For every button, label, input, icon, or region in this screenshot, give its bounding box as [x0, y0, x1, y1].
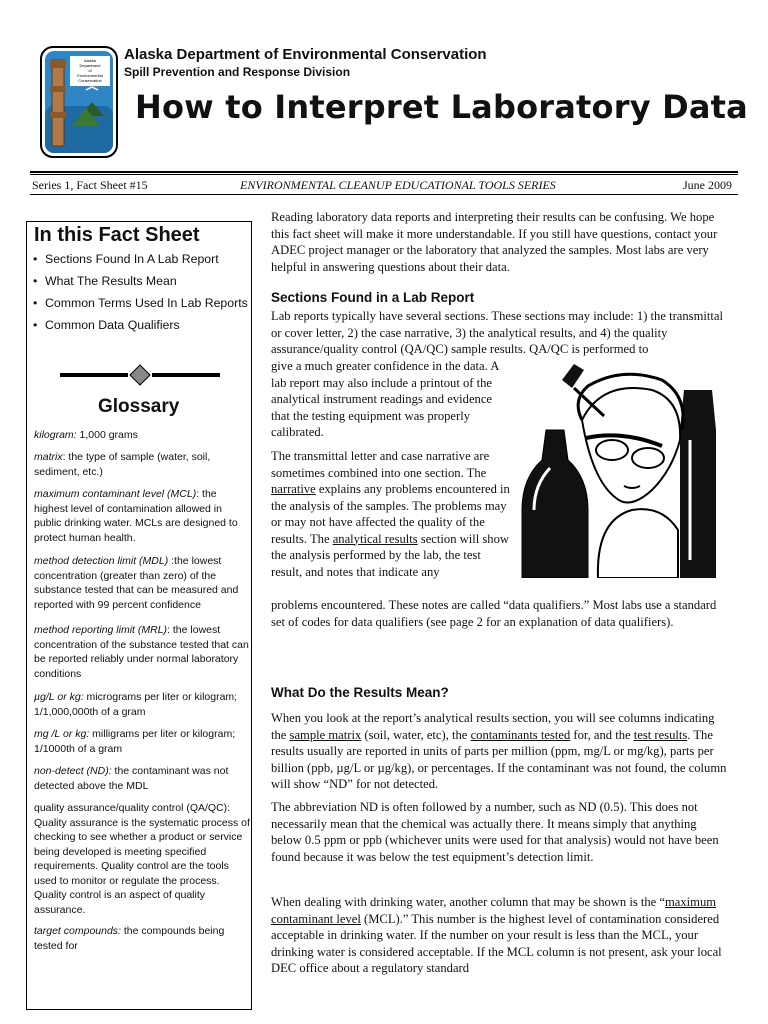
contaminants-tested-term: contaminants tested [470, 727, 571, 742]
publication-date: June 2009 [683, 178, 732, 192]
glossary-entry [34, 623, 250, 681]
list-item: • Sections Found In A Lab Report [30, 252, 250, 267]
text-run: When dealing with drinking water, another column that may be shown is the “ [271, 895, 665, 909]
glossary-def: micrograms per liter or kilogram; 1/1,000,000th of a gram [34, 691, 238, 718]
glossary-heading: Glossary [98, 396, 180, 417]
division-name: Spill Prevention and Response Division [124, 65, 351, 79]
glossary-def: the contaminant was not detected above the MDL [34, 765, 229, 792]
glossary-entry [34, 727, 250, 756]
text-run: When you look at the report’s analytical results section, you will see columns indicating the [271, 711, 715, 742]
text-run: (soil, water, etc), the [361, 727, 471, 742]
glossary-def: : the lowest concentration of the substance tested that can be reported reliably under normal laboratory conditions [34, 624, 249, 680]
section-heading-lab-report: Sections Found in a Lab Report [271, 290, 475, 305]
intro-paragraph: Reading laboratory data reports and interpreting their results can be confusing. We hope this fact sheet will make it more understandable. If you still have questions, contact your ADEC project manager or the laboratory that analyzed the samples. Most labs are very helpful in answering questions about their data. [271, 210, 718, 274]
glossary-term: µg/L or kg: [34, 691, 84, 703]
section-heading-results: What Do the Results Mean? [271, 685, 449, 700]
narrative-paragraph [271, 448, 511, 580]
list-item: • What The Results Mean [30, 274, 250, 289]
list-item: • Common Data Qualifiers [30, 318, 250, 333]
page-title: How to Interpret Laboratory Data [135, 88, 748, 126]
analytical-results-term: analytical results [332, 531, 418, 546]
lab-report-paragraph: Lab reports typically have several sections. These sections may include: 1) the transmittal or cover letter, 2) the case narrative, 3) the analytical results, and 4) the quality assurance/quality control (QA/QC) sample results. QA/QC is performed to [271, 309, 723, 356]
glossary-term: target compounds: [34, 925, 121, 937]
glossary-def: 1,000 grams [76, 429, 138, 441]
glossary-def: milligrams per liter or kilogram; 1/1000th of a gram [34, 728, 236, 755]
glossary-entry [34, 487, 250, 545]
mcl-paragraph [271, 894, 728, 977]
glossary-entry [34, 554, 250, 612]
text-run: The transmittal letter and case narrative are sometimes combined into one section. The [271, 449, 490, 480]
glossary-term: matrix [34, 451, 63, 463]
glossary-entry [34, 801, 250, 917]
narrative-term: narrative [271, 482, 316, 496]
test-results-term: test results [633, 727, 688, 742]
glossary-def: :the lowest concentration (greater than zero) of the substance tested that can be measured and reported with 99 percent confidence [34, 555, 239, 611]
text-run: . The results usually are reported in units of parts per million (ppm, mg/L or mg/kg), parts per billion (ppb, µg/L or µg/kg), or percentages. If the contaminant was not found, the column will show “ND” for not detected. [271, 727, 727, 791]
ornament-divider-icon [60, 364, 220, 386]
series-number: Series 1, Fact Sheet #15 [32, 178, 148, 192]
text-run: for, and the [570, 727, 634, 742]
fact-sheet-list [30, 252, 250, 340]
fact-sheet-heading: In this Fact Sheet [34, 224, 200, 246]
sample-matrix-term: sample matrix [289, 727, 362, 742]
glossary-term: maximum contaminant level (MCL) [34, 488, 197, 500]
glossary-term: non-detect (ND): [34, 765, 112, 777]
agency-name: Alaska Department of Environmental Conservation [124, 46, 487, 63]
adec-logo [40, 46, 118, 158]
narrative-paragraph-cont: problems encountered. These notes are called “data qualifiers.” Most labs use a standard set of codes for data qualifiers (see page 2 for an explanation of data qualifiers). [271, 598, 717, 629]
logo-text-1: Alaska [83, 58, 97, 63]
glossary-term: method detection limit (MDL) [34, 555, 169, 567]
text-run: explains any problems encountered in the analysis of the samples. The problems may or may not have affected the quality of the results. The [271, 482, 510, 546]
glossary-def: quality assurance/quality control (QA/QC): Quality assurance is the systematic process of checking to see whether a product or service being developed is meeting specified requirements. Quality control are the tools used to monitor or regulate the process. Quality control is an aspect of quality assurance. [34, 802, 250, 916]
logo-text-5: Conservation [78, 78, 102, 83]
series-title: ENVIRONMENTAL CLEANUP EDUCATIONAL TOOLS SERIES [240, 178, 556, 192]
glossary-term: method reporting limit (MRL) [34, 624, 168, 636]
glossary-entry [34, 764, 250, 793]
mcl-term: maximum contaminant level [271, 895, 717, 926]
header-rule-thick [30, 171, 738, 173]
series-rule [30, 194, 738, 195]
glossary-def: : the type of sample (water, soil, sediment, etc.) [34, 451, 211, 478]
logo-text-3: of [88, 68, 92, 73]
list-item: • Common Terms Used In Lab Reports [30, 296, 250, 311]
lab-scientist-illustration [512, 360, 730, 578]
text-run: section will show the analysis performed by the lab, the test result, and notes that indicate any [271, 531, 509, 579]
glossary-term: mg /L or kg: [34, 728, 90, 740]
logo-text-4: Environmental [77, 73, 103, 78]
logo-text-2: Department [79, 63, 101, 68]
glossary-entry [34, 924, 250, 953]
header-rule-thin [30, 174, 738, 175]
glossary-entry [34, 428, 250, 443]
glossary-term: kilogram: [34, 429, 77, 441]
text-run: (MCL).” This number is the highest level of contamination considered acceptable in drinking water. If the number on your result is less than the MCL, your drinking water is considered acceptable. If the MCL column is not present, ask your local DEC office about a regulatory standard [271, 911, 722, 975]
glossary-entry [34, 450, 250, 479]
glossary-def: : the highest level of contamination allowed in public drinking water. MCLs are designed to protect human health. [34, 488, 238, 544]
glossary-entry [34, 690, 250, 719]
results-paragraph [271, 710, 728, 793]
nd-paragraph: The abbreviation ND is often followed by a number, such as ND (0.5). This does not necessarily mean that the chemical was actually there. It means simply that anything below 0.5 ppm or ppb (whichever units were used for that analysis) would not have been found because it was below the test equipment’s detection limit. [271, 800, 719, 864]
glossary-def: the compounds being tested for [34, 925, 225, 952]
lab-report-paragraph-cont: give a much greater confidence in the data. A lab report may also include a printout of the analytical instrument readings and evidence that the testing equipment was properly calibrated. [271, 359, 499, 439]
